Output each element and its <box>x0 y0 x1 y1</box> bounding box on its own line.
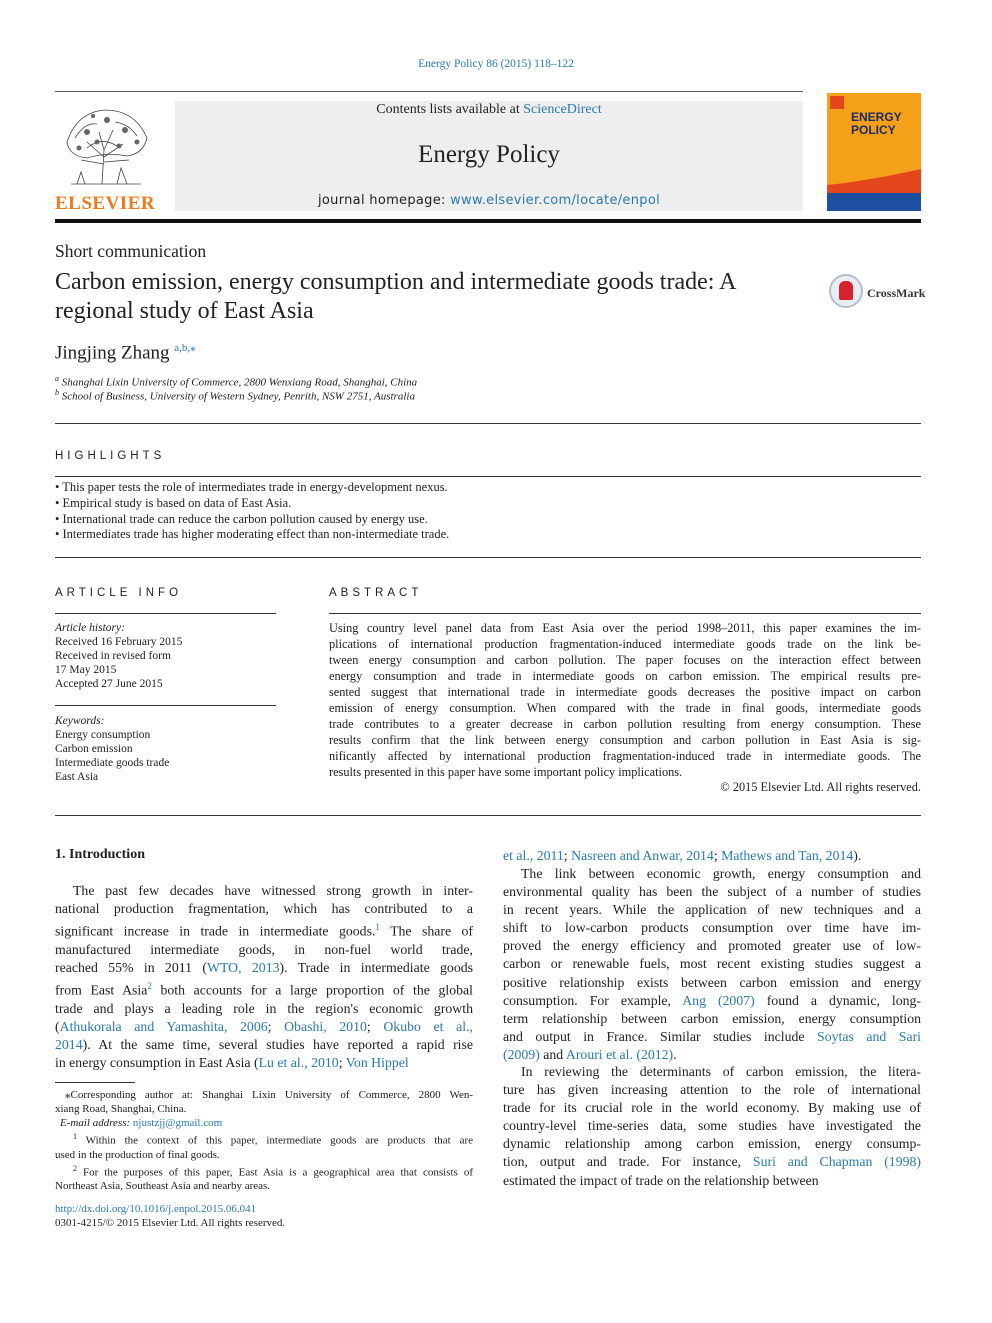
text-span: tion, output and trade. For instance, <box>503 1154 753 1170</box>
article-history: Article history: Received 16 February 2015 Received in revised form 17 May 2015 Accepted 27 June 2015 <box>55 622 183 690</box>
text-line: estimated the impact of trade on the relationship between <box>503 1172 819 1188</box>
text-span: ; <box>563 848 572 863</box>
text-line: environmental quality has been the subject of a number of studies <box>503 884 921 900</box>
journal-title: Energy Policy <box>418 141 560 168</box>
journal-masthead <box>175 101 803 211</box>
text-span: ). <box>853 848 862 863</box>
elsevier-wordmark: ELSEVIER <box>55 193 156 214</box>
text-span: in energy consumption in East Asia ( <box>55 1055 259 1071</box>
text-span: significant increase in trade in intermediate goods. <box>55 923 376 939</box>
text-span: consumption. For example, <box>503 992 683 1008</box>
text-span: ; <box>338 1055 346 1071</box>
abstract-copyright: © 2015 Elsevier Ltd. All rights reserved. <box>720 780 921 794</box>
text-span: from East Asia <box>55 982 148 998</box>
homepage-link[interactable]: www.elsevier.com/locate/enpol <box>450 193 660 208</box>
text-span: and output in France. Similar studies include <box>503 1028 818 1044</box>
header-rule <box>55 91 803 92</box>
intro-right-para2 <box>503 865 921 1064</box>
rule <box>55 476 921 477</box>
citation-link[interactable]: Mathews and Tan, 2014 <box>721 848 854 863</box>
rule <box>55 423 921 424</box>
text-line: shift to low-carbon products consumption over time have im- <box>503 920 921 936</box>
text-line <box>503 992 921 1010</box>
article-title: Carbon emission, energy consumption and intermediate goods trade: A regional study of East Asia <box>55 269 737 324</box>
crossmark-icon <box>829 274 863 308</box>
footnote-ref[interactable]: 2 <box>147 981 152 992</box>
text-line: term relationship between carbon emission, energy consumption <box>503 1010 921 1026</box>
text-line: in recent years. While the application of new techniques and a <box>503 902 921 918</box>
text-line <box>55 959 473 977</box>
cover-tag-icon <box>830 96 844 109</box>
citation-link[interactable]: Athukorala and Yamashita, 2006 <box>59 1018 268 1034</box>
journal-cover[interactable] <box>827 93 921 211</box>
text-line: country-level time-series data, some studies have investigated the <box>503 1118 921 1134</box>
author-affiliation-marks[interactable]: a,b,⁎ <box>174 342 196 354</box>
text-span: ; <box>713 848 722 863</box>
citation-link[interactable]: Okubo et al., <box>383 1018 473 1034</box>
text-line: ture has given increasing attention to the role of international <box>503 1082 921 1098</box>
text-line <box>55 1036 473 1054</box>
affiliation-b: $^b$ School of Business, University of Western Sydney, Penrith, NSW 2751, Australia <box>55 388 415 403</box>
doi-block <box>55 1202 285 1230</box>
citation-link[interactable]: et al., 2011 <box>503 848 564 863</box>
intro-left-column <box>55 882 473 1072</box>
text-line <box>55 1054 473 1072</box>
text-line <box>503 1153 921 1171</box>
section-heading-introduction: 1. Introduction <box>55 847 145 862</box>
rule <box>55 815 921 816</box>
rule <box>329 613 921 614</box>
cover-title: ENERGY POLICY <box>851 110 902 137</box>
article-type: Short communication <box>55 241 207 261</box>
text-span: ). Trade in intermediate goods <box>279 959 473 975</box>
citation-link[interactable]: Lu et al., 2010 <box>258 1055 339 1071</box>
highlight-item: • International trade can reduce the carbon pollution caused by energy use. <box>55 512 428 526</box>
rule <box>55 557 921 558</box>
crossmark-badge[interactable] <box>829 274 924 314</box>
crossmark-label: CrossMark <box>867 286 926 300</box>
citation-link[interactable]: Obashi, 2010 <box>284 1018 367 1034</box>
footnote-ref[interactable]: 1 <box>375 922 380 933</box>
text-span: found a dynamic, long- <box>754 992 921 1008</box>
citation-link[interactable]: WTO, 2013 <box>206 959 280 975</box>
text-span: and <box>539 1046 566 1062</box>
journal-citation[interactable]: Energy Policy 86 (2015) 118–122 <box>418 58 574 70</box>
text-line: trade for its crucial role in the world economy. By making use of <box>503 1100 921 1116</box>
text-span: reached 55% in 2011 ( <box>55 959 207 975</box>
email-link[interactable]: njustzjj@gmail.com <box>132 1117 223 1129</box>
text-line: The link between economic growth, energy consumption and <box>521 866 921 881</box>
footnotes: ⁎Corresponding author at: Shanghai Lixin University of Commerce, 2800 Wen- xiang Road, Shanghai, China. E-mail address: njustzjj@gmail.com $^1$ Within the context of this paper, intermediate goods are products that are used in the production of final goods. $^2$ For the purposes of this paper, East Asia is a geographical area that consists of Northeast Asia, Southeast Asia and nearby areas. <box>55 1089 473 1193</box>
highlight-item: • This paper tests the role of intermediates trade in energy-development nexus. <box>55 480 448 494</box>
citation-link[interactable]: Soytas and Sari <box>817 1028 921 1044</box>
text-span: both accounts for a large proportion of the global <box>151 982 473 998</box>
intro-right-para1 <box>503 847 921 865</box>
author-name[interactable]: Jingjing Zhang $^{a,b,⁎}$ <box>55 342 196 364</box>
journal-homepage: journal homepage: www.elsevier.com/locate/enpol <box>318 193 660 208</box>
text-line <box>503 847 921 865</box>
sciencedirect-link[interactable]: ScienceDirect <box>523 102 602 117</box>
text-line: The past few decades have witnessed strong growth in inter- <box>73 883 473 898</box>
text-span: The share of <box>379 923 473 939</box>
text-span: ). At the same time, several studies have reported a rapid rise <box>82 1036 473 1052</box>
citation-link[interactable]: Ang (2007) <box>682 992 755 1008</box>
text-line: proved the energy efficiency and promoted greater use of low- <box>503 938 921 954</box>
text-line <box>503 1028 921 1046</box>
doi-link[interactable]: http://dx.doi.org/10.1016/j.enpol.2015.06.041 <box>55 1203 257 1215</box>
highlight-item: • Empirical study is based on data of East Asia. <box>55 496 292 510</box>
text-span: ; <box>366 1018 384 1034</box>
abstract-body: Using country level panel data from East Asia over the period 1998–2011, this paper examines the im- plications of international production fragmentation-induced intermediate goods trade on the link be- tween energy consumption and carbon pollution. The paper focuses on the interaction effect between energy consumption and trade in intermediate goods on carbon emission. The empirical results pre- sented suggest that international trade in intermediate goods decreases the positive impact on carbon emission of energy consumption. When compared with the trade in final goods, intermediate goods trade contributes to a greater decrease in carbon pollution resulting from energy consumption. These results confirm that the link between energy consumption and carbon pollution in East Asia is sig- nificantly affected by international production fragmentation-induced trade in intermediate goods. The results presented in this paper have some important policy implications. <box>329 621 921 779</box>
text-span: . <box>673 1046 677 1062</box>
footnote-rule <box>55 1082 135 1083</box>
citation-link[interactable]: Arouri et al. (2012) <box>565 1046 674 1062</box>
text-line: dynamic relationship among carbon emission, energy consump- <box>503 1136 921 1152</box>
affiliation-a: $^a$ Shanghai Lixin University of Commerce, 2800 Wenxiang Road, Shanghai, China <box>55 374 418 389</box>
text-line: positive relationship exists between carbon emission and energy <box>503 974 921 990</box>
text-line: trade and plays a leading role in the region's economic growth <box>55 1000 473 1016</box>
article-info-heading: ARTICLE INFO <box>55 587 183 599</box>
citation-link[interactable]: Von Hippel <box>345 1055 409 1071</box>
rule <box>55 613 276 614</box>
elsevier-tree-icon <box>57 102 155 186</box>
text-span: ( <box>55 1018 60 1034</box>
text-line <box>55 1018 473 1036</box>
citation-link[interactable]: Suri and Chapman (1998) <box>752 1154 921 1170</box>
contents-line: Contents lists available at ScienceDirect <box>376 102 602 117</box>
elsevier-logo[interactable] <box>55 102 175 212</box>
rule <box>55 705 276 706</box>
abstract-heading: ABSTRACT <box>329 587 423 599</box>
text-line: carbon or renewable fuels, most recent existing studies suggest a <box>503 956 921 972</box>
text-line: In reviewing the determinants of carbon emission, the litera- <box>521 1064 921 1079</box>
text-line: manufactured intermediate goods, in non-fuel world trade, <box>55 941 473 957</box>
issn-line: 0301-4215/© 2015 Elsevier Ltd. All rights reserved. <box>55 1217 286 1229</box>
text-line <box>55 918 473 941</box>
highlight-item: • Intermediates trade has higher moderating effect than non-intermediate trade. <box>55 527 450 541</box>
citation-link[interactable]: Nasreen and Anwar, 2014 <box>571 848 714 863</box>
cover-graphic-icon <box>827 169 921 193</box>
text-line <box>55 977 473 1000</box>
intro-right-para3 <box>503 1063 921 1190</box>
text-line <box>503 1046 921 1064</box>
highlights-heading: HIGHLIGHTS <box>55 450 166 462</box>
text-line: national production fragmentation, which has contributed to a <box>55 901 473 917</box>
keywords: Keywords: Energy consumption Carbon emission Intermediate goods trade East Asia <box>55 715 170 783</box>
cover-band <box>827 193 921 211</box>
citation-link[interactable]: 2014 <box>55 1036 83 1052</box>
header-thick-rule <box>55 219 921 223</box>
citation-link[interactable]: (2009) <box>503 1046 540 1062</box>
text-span: ; <box>267 1018 285 1034</box>
